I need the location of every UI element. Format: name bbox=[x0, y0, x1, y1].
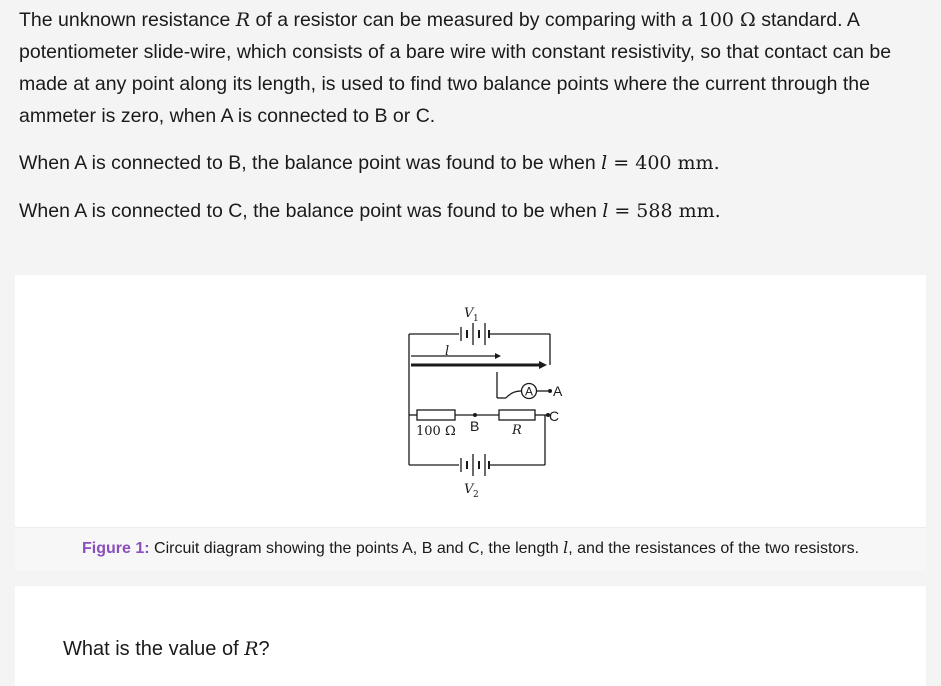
figure-caption-label: Figure 1: bbox=[82, 540, 150, 557]
var-r: R bbox=[235, 9, 251, 31]
length-arrowhead bbox=[495, 353, 501, 359]
question-prompt bbox=[63, 634, 270, 664]
var-l: l bbox=[601, 152, 608, 174]
balance-c-value: = 588 mm. bbox=[608, 200, 721, 222]
balance-b-value: = 400 mm. bbox=[607, 152, 720, 174]
var-l: l bbox=[602, 200, 609, 222]
label-point-b: B bbox=[470, 418, 480, 434]
problem-intro bbox=[19, 4, 924, 132]
question-card bbox=[15, 586, 926, 686]
label-v1: V bbox=[464, 306, 474, 321]
balance-b-text: When A is connected to B, the balance point was found to be when bbox=[19, 152, 602, 174]
circuit-diagram bbox=[385, 301, 585, 501]
resistor-r bbox=[499, 410, 535, 420]
slide-wire-arrowhead bbox=[539, 361, 547, 369]
question-text-2: ? bbox=[258, 638, 270, 660]
label-v2-subscript: 2 bbox=[473, 490, 479, 500]
intro-text-1: The unknown resistance bbox=[19, 9, 236, 31]
intro-text-2: of a resistor can be measured by comparing with a bbox=[250, 9, 698, 31]
label-length: l bbox=[445, 344, 450, 359]
figure-card bbox=[15, 275, 926, 570]
label-r: R bbox=[512, 423, 522, 438]
label-v2: V bbox=[464, 482, 474, 497]
figure-caption bbox=[82, 538, 859, 559]
balance-c-text: When A is connected to C, the balance point was found to be when bbox=[19, 200, 603, 222]
balance-point-c bbox=[19, 195, 721, 227]
label-point-a: A bbox=[553, 383, 563, 399]
figure-caption-text-1: Circuit diagram showing the points A, B and C, the length bbox=[149, 540, 564, 557]
label-v1-subscript: 1 bbox=[473, 314, 479, 324]
figure-caption-text-2: , and the resistances of the two resistors. bbox=[568, 540, 860, 557]
point-b-dot bbox=[473, 413, 477, 417]
resistor-100-ohm bbox=[417, 410, 455, 420]
balance-point-b bbox=[19, 147, 720, 179]
label-point-c: C bbox=[549, 408, 560, 424]
point-a-dot bbox=[548, 389, 552, 393]
figure-caption-var-l: l bbox=[563, 538, 569, 557]
intro-text-3: standard. A potentiometer slide-wire, which consists of a bare wire with constant resistivity, so that contact can be made at any point along its length, is used to find two balance points where the current through the ammeter is zero, when A is connected to B or C. bbox=[19, 9, 892, 127]
question-var-r: R bbox=[244, 638, 259, 660]
ammeter-label: A bbox=[524, 384, 534, 399]
label-100-ohm: 100 Ω bbox=[416, 424, 456, 439]
standard-resistance: 100 Ω bbox=[697, 9, 756, 31]
question-text-1: What is the value of bbox=[63, 638, 245, 660]
wire-to-ammeter-bend bbox=[506, 391, 521, 398]
